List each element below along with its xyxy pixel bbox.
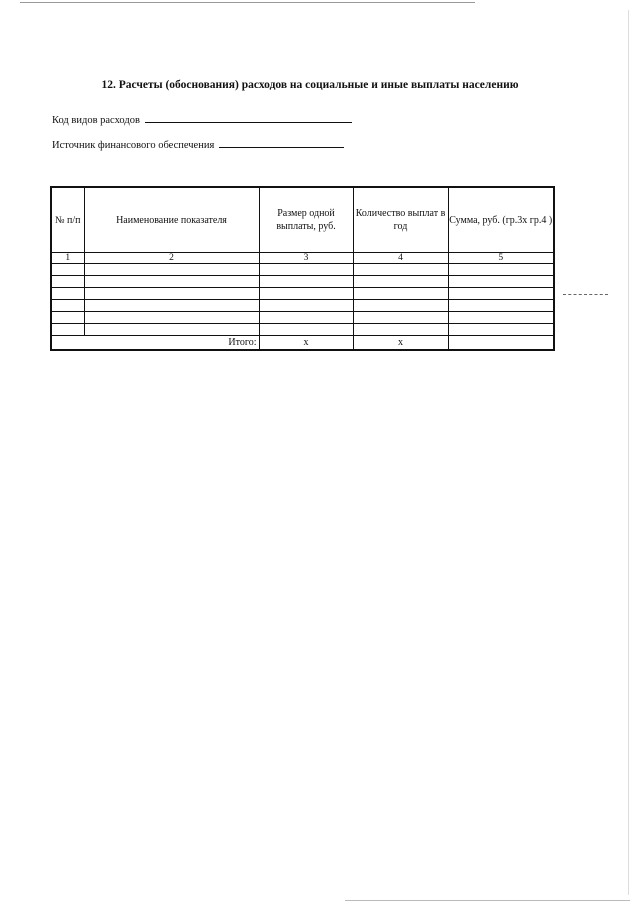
- table-row: [51, 300, 554, 312]
- table-row: [51, 324, 554, 336]
- header-cell-payment-count: Количество выплат в год: [353, 187, 448, 253]
- table-total-row: [51, 336, 554, 351]
- payments-table: [50, 186, 555, 351]
- scan-edge-bottom: [345, 900, 630, 901]
- table-row: [51, 276, 554, 288]
- funding-source-blank[interactable]: [219, 137, 344, 148]
- table-cell[interactable]: [259, 288, 353, 300]
- table-cell[interactable]: [51, 288, 84, 300]
- table-cell[interactable]: [353, 288, 448, 300]
- table-cell[interactable]: [353, 264, 448, 276]
- table-cell[interactable]: [353, 324, 448, 336]
- total-sum-cell[interactable]: [448, 336, 554, 351]
- table-header-row: [51, 187, 554, 253]
- table-cell[interactable]: [259, 264, 353, 276]
- header-cell-number: № п/п: [51, 187, 84, 253]
- table-cell[interactable]: [259, 312, 353, 324]
- table-cell[interactable]: [259, 300, 353, 312]
- column-number-cell: 1: [51, 253, 84, 264]
- expense-code-label: Код видов расходов: [52, 115, 140, 126]
- table-column-numbers-row: [51, 253, 554, 264]
- table-cell[interactable]: [51, 324, 84, 336]
- header-cell-payment-size: Размер одной выплаты, руб.: [259, 187, 353, 253]
- table-cell[interactable]: [84, 324, 259, 336]
- header-cell-indicator: Наименование показателя: [84, 187, 259, 253]
- column-number-cell: 2: [84, 253, 259, 264]
- column-number-cell: 5: [448, 253, 554, 264]
- table-cell[interactable]: [259, 276, 353, 288]
- total-col3: x: [259, 336, 353, 351]
- table-cell[interactable]: [51, 300, 84, 312]
- table-cell[interactable]: [84, 312, 259, 324]
- table-cell[interactable]: [51, 276, 84, 288]
- table-cell[interactable]: [259, 324, 353, 336]
- expense-code-field: [52, 112, 352, 126]
- table-cell[interactable]: [51, 264, 84, 276]
- column-number-cell: 3: [259, 253, 353, 264]
- funding-source-label: Источник финансового обеспечения: [52, 140, 215, 151]
- table-cell[interactable]: [84, 276, 259, 288]
- scan-edge-top: [20, 2, 475, 3]
- table-cell[interactable]: [51, 312, 84, 324]
- table-cell[interactable]: [448, 312, 554, 324]
- table-cell[interactable]: [353, 276, 448, 288]
- total-label: Итого:: [51, 336, 259, 351]
- table-cell[interactable]: [353, 312, 448, 324]
- table-cell[interactable]: [84, 264, 259, 276]
- table-cell[interactable]: [448, 264, 554, 276]
- total-col4: x: [353, 336, 448, 351]
- table-row: [51, 264, 554, 276]
- expense-code-blank[interactable]: [145, 112, 352, 123]
- table-cell[interactable]: [448, 288, 554, 300]
- table-cell[interactable]: [84, 288, 259, 300]
- table-cell[interactable]: [448, 324, 554, 336]
- table-row: [51, 288, 554, 300]
- column-number-cell: 4: [353, 253, 448, 264]
- table-row: [51, 312, 554, 324]
- table-cell[interactable]: [448, 300, 554, 312]
- table-cell[interactable]: [448, 276, 554, 288]
- header-cell-sum: Сумма, руб. (гр.3х гр.4 ): [448, 187, 554, 253]
- page-title: 12. Расчеты (обоснования) расходов на социальные и иные выплаты населению: [101, 79, 519, 91]
- table-cell[interactable]: [84, 300, 259, 312]
- table-cell[interactable]: [353, 300, 448, 312]
- funding-source-field: [52, 137, 344, 151]
- scan-edge-right: [628, 10, 629, 895]
- scan-side-dash: [563, 294, 608, 295]
